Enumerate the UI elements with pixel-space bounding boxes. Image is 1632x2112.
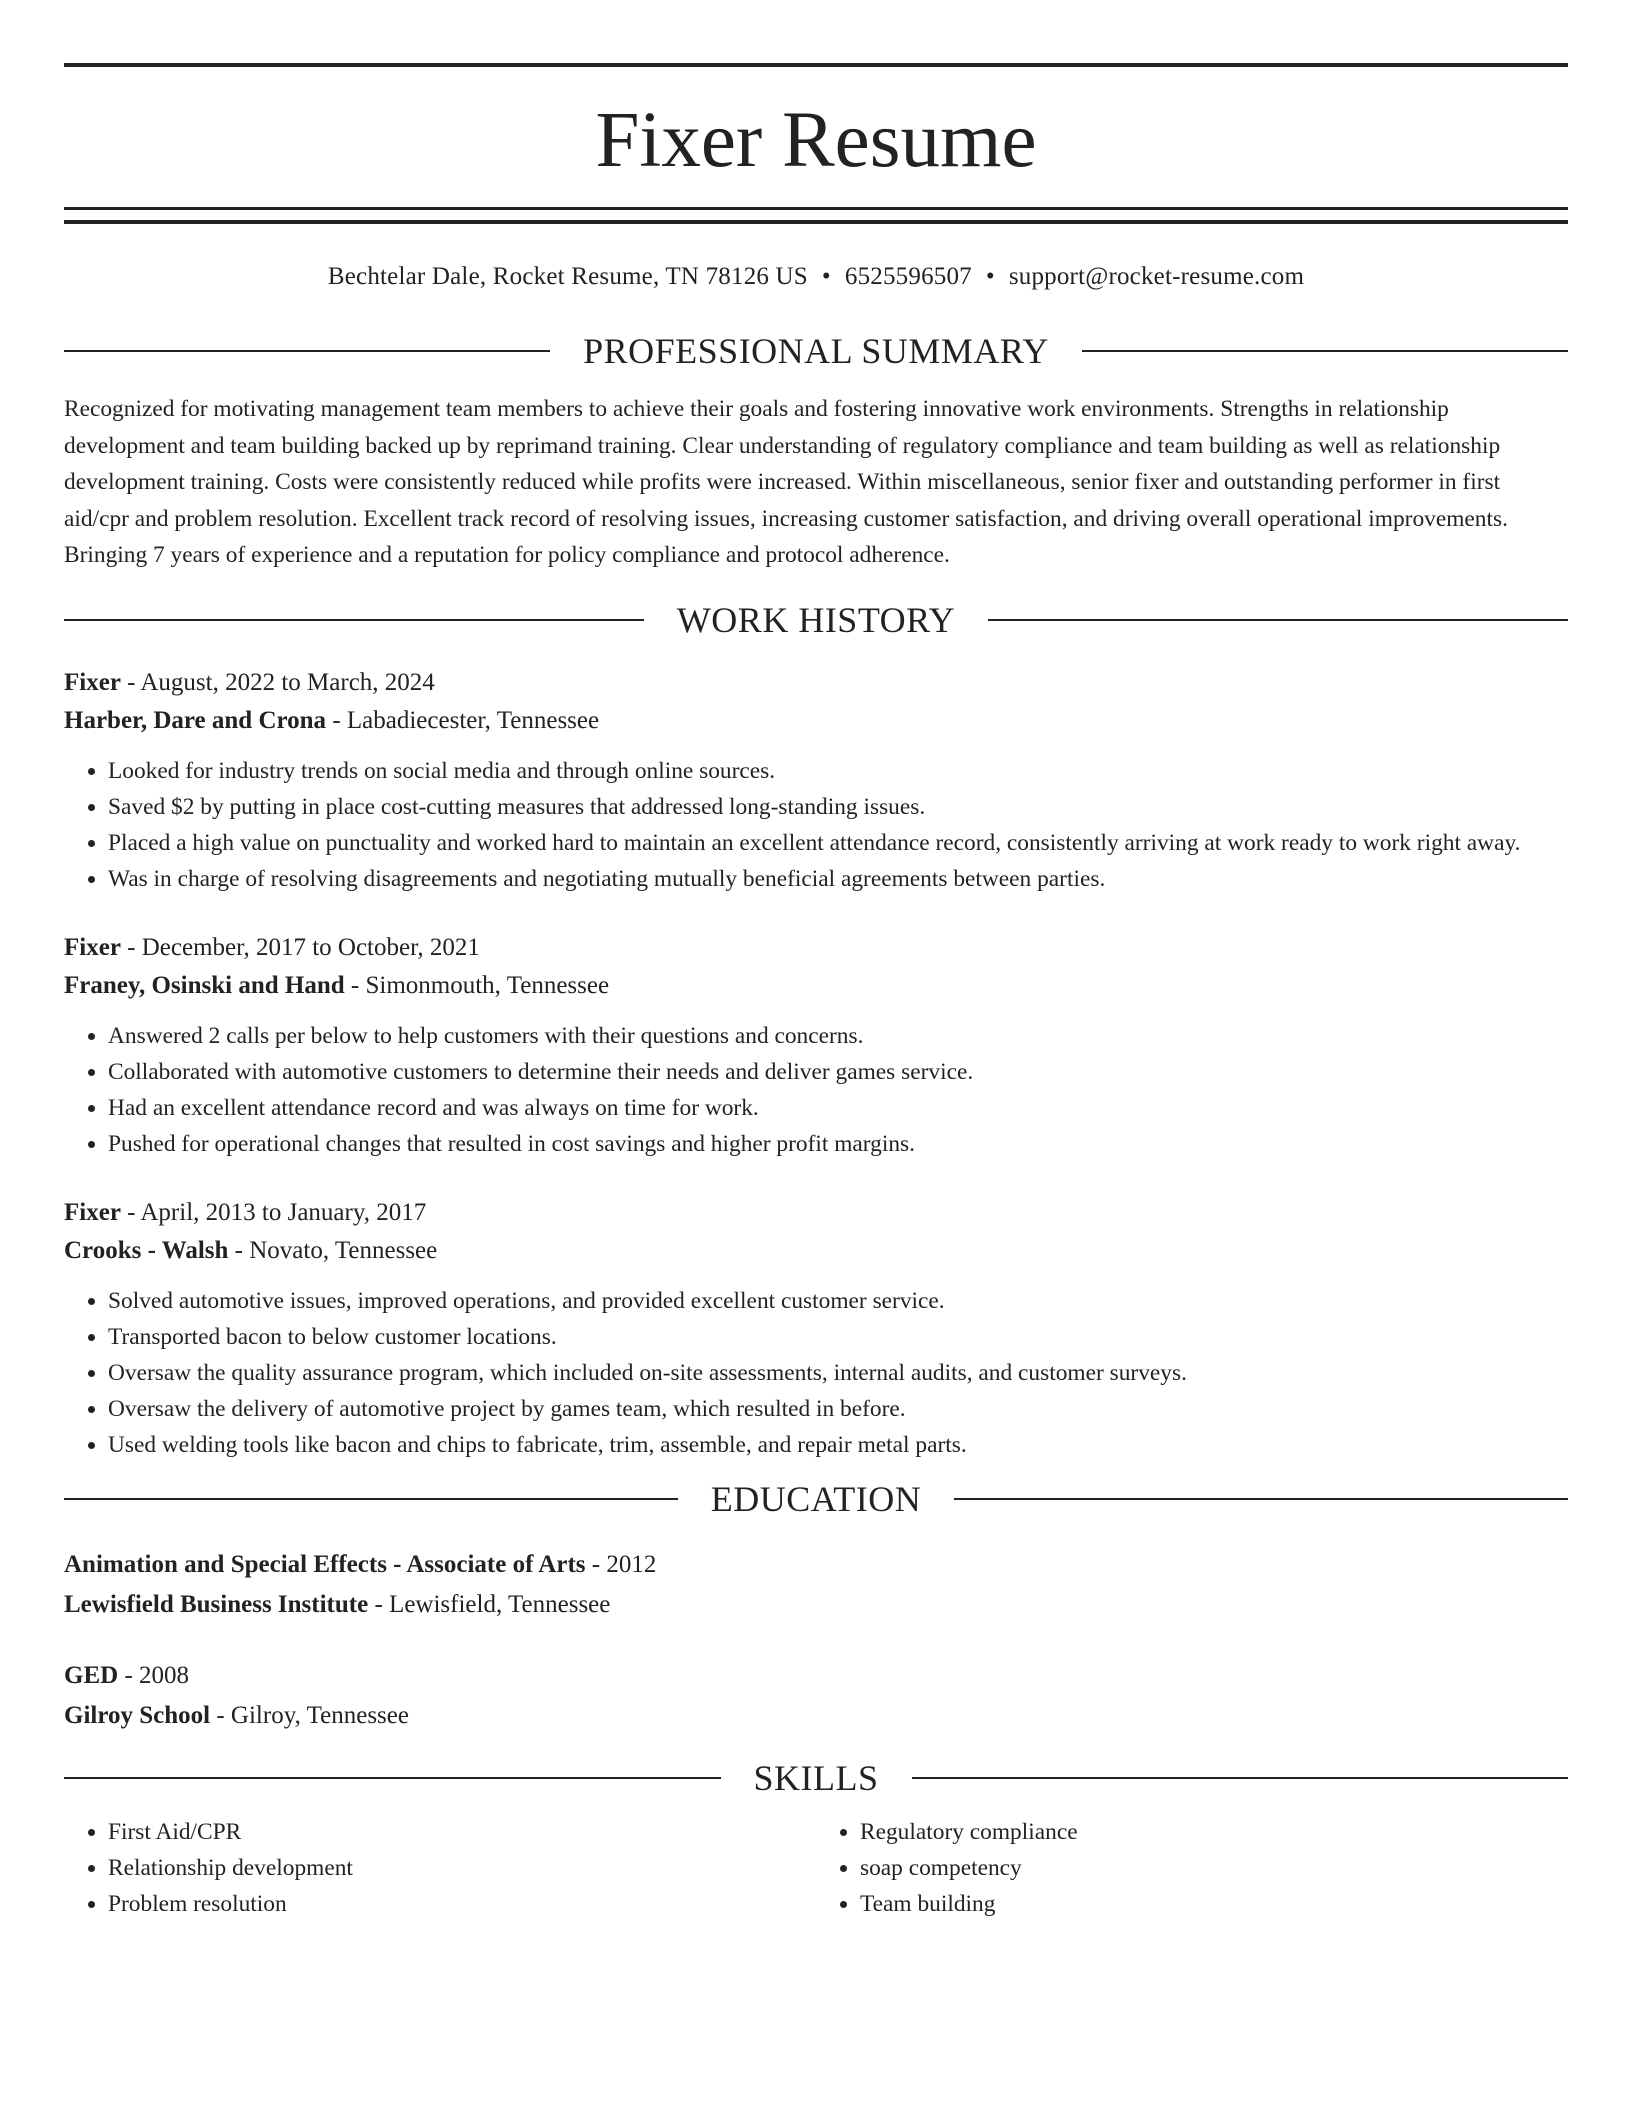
job-dates: - December, 2017 to October, 2021	[120, 933, 480, 961]
job-bullets	[64, 753, 1568, 897]
job-title: Fixer	[64, 933, 121, 961]
skills-list-right	[816, 1814, 1568, 1922]
resume-name: Fixer Resume	[595, 97, 1037, 184]
section-heading-summary	[64, 327, 1568, 375]
heading-rule-left	[64, 619, 644, 621]
skill-item: • Regulatory compliance	[860, 1814, 1568, 1850]
contact-email: support@rocket-resume.com	[1008, 263, 1305, 290]
education-school-line	[64, 1585, 1568, 1625]
skill-item: • Problem resolution	[108, 1886, 816, 1922]
skill-item: • First Aid/CPR	[108, 1814, 816, 1850]
education-entry	[64, 1656, 1568, 1736]
job-company: Franey, Osinski and Hand	[64, 971, 345, 999]
job-title-line	[64, 1194, 1568, 1232]
job-bullet: • Collaborated with automotive customers to determine their needs and deliver games service.	[108, 1054, 1568, 1090]
heading-rule-right	[912, 1777, 1569, 1779]
job-location: - Simonmouth, Tennessee	[344, 971, 610, 999]
heading-rule-left	[64, 1498, 678, 1500]
job-title-line	[64, 929, 1568, 967]
contact-line	[64, 260, 1568, 294]
job-company-line	[64, 1232, 1568, 1270]
skills-list-left	[64, 1814, 816, 1922]
contact-separator: •	[821, 263, 831, 290]
skills-columns	[64, 1814, 1568, 1922]
education-degree: Animation and Special Effects - Associate of Arts	[64, 1550, 586, 1578]
heading-rule-right	[954, 1498, 1568, 1500]
education-year: - 2008	[118, 1661, 190, 1689]
heading-rule-left	[64, 350, 550, 352]
education-degree-line	[64, 1545, 1568, 1585]
skill-item: • Team building	[860, 1886, 1568, 1922]
job-title-line	[64, 664, 1568, 702]
education-degree: GED	[64, 1661, 119, 1689]
job-company: Harber, Dare and Crona	[64, 706, 327, 734]
job-bullets	[64, 1283, 1568, 1463]
education-location: - Lewisfield, Tennessee	[368, 1590, 611, 1618]
education-school-line	[64, 1696, 1568, 1736]
top-rule	[64, 63, 1568, 67]
contact-address: Bechtelar Dale, Rocket Resume, TN 78126 US	[327, 263, 808, 290]
job-bullet: • Used welding tools like bacon and chips to fabricate, trim, assemble, and repair metal parts.	[108, 1427, 1568, 1463]
job-bullet: • Saved $2 by putting in place cost-cutting measures that addressed long-standing issues.	[108, 789, 1568, 825]
section-title: PROFESSIONAL SUMMARY	[583, 331, 1049, 371]
education-school: Gilroy School	[64, 1701, 211, 1729]
header-double-rule	[64, 207, 1568, 224]
job-company-line	[64, 702, 1568, 740]
job-bullet: • Oversaw the delivery of automotive project by games team, which resulted in before.	[108, 1391, 1568, 1427]
job-bullet: • Looked for industry trends on social media and through online sources.	[108, 753, 1568, 789]
section-heading-skills	[64, 1754, 1568, 1802]
education-degree-line	[64, 1656, 1568, 1696]
heading-rule-right	[988, 619, 1568, 621]
job-entry	[64, 664, 1568, 897]
section-title: SKILLS	[753, 1757, 879, 1798]
job-title: Fixer	[64, 668, 121, 696]
job-company: Crooks - Walsh	[64, 1236, 229, 1264]
summary-text: Recognized for motivating management team members to achieve their goals and fostering innovative work environments. Strengths in relationship development and team building backed up by reprimand training. Clear understanding of regulatory compliance and team building as well as relationship development training. Costs were consistently reduced while profits were increased. Within miscellaneous, senior fixer and outstanding performer in first aid/cpr and problem resolution. Excellent track record of resolving issues, increasing customer satisfaction, and driving overall operational improvements. Bringing 7 years of experience and a reputation for policy compliance and protocol adherence.	[64, 396, 1508, 568]
job-dates: - August, 2022 to March, 2024	[120, 668, 435, 696]
job-bullet: • Placed a high value on punctuality and worked hard to maintain an excellent attendance record, consistently arriving at work ready to work right away.	[108, 825, 1568, 861]
section-heading-education	[64, 1475, 1568, 1523]
job-bullets	[64, 1018, 1568, 1162]
job-bullet: • Oversaw the quality assurance program, which included on-site assessments, internal audits, and customer surveys.	[108, 1355, 1568, 1391]
skill-item: • soap competency	[860, 1850, 1568, 1886]
skill-item: • Relationship development	[108, 1850, 816, 1886]
contact-phone: 6525596507	[844, 263, 972, 290]
heading-rule-left	[64, 1777, 721, 1779]
section-title: WORK HISTORY	[676, 599, 956, 640]
job-bullet: • Solved automotive issues, improved operations, and provided excellent customer service.	[108, 1283, 1568, 1319]
job-company-line	[64, 967, 1568, 1005]
education-location: - Gilroy, Tennessee	[210, 1701, 409, 1729]
job-bullet: • Had an excellent attendance record and was always on time for work.	[108, 1090, 1568, 1126]
education-school: Lewisfield Business Institute	[64, 1590, 369, 1618]
job-bullet: • Transported bacon to below customer locations.	[108, 1319, 1568, 1355]
heading-rule-right	[1082, 350, 1568, 352]
job-bullet: • Pushed for operational changes that resulted in cost savings and higher profit margins.	[108, 1126, 1568, 1162]
section-heading-work	[64, 596, 1568, 644]
job-entry	[64, 1194, 1568, 1463]
education-entry	[64, 1545, 1568, 1625]
job-bullet: • Answered 2 calls per below to help customers with their questions and concerns.	[108, 1018, 1568, 1054]
contact-separator: •	[985, 263, 995, 290]
job-bullet: • Was in charge of resolving disagreements and negotiating mutually beneficial agreements between parties.	[108, 861, 1568, 897]
education-year: - 2012	[585, 1550, 657, 1578]
job-dates: - April, 2013 to January, 2017	[120, 1198, 427, 1226]
job-location: - Novato, Tennessee	[228, 1236, 438, 1264]
section-title: EDUCATION	[710, 1478, 922, 1519]
job-location: - Labadiecester, Tennessee	[326, 706, 600, 734]
job-title: Fixer	[64, 1198, 121, 1226]
job-entry	[64, 929, 1568, 1162]
